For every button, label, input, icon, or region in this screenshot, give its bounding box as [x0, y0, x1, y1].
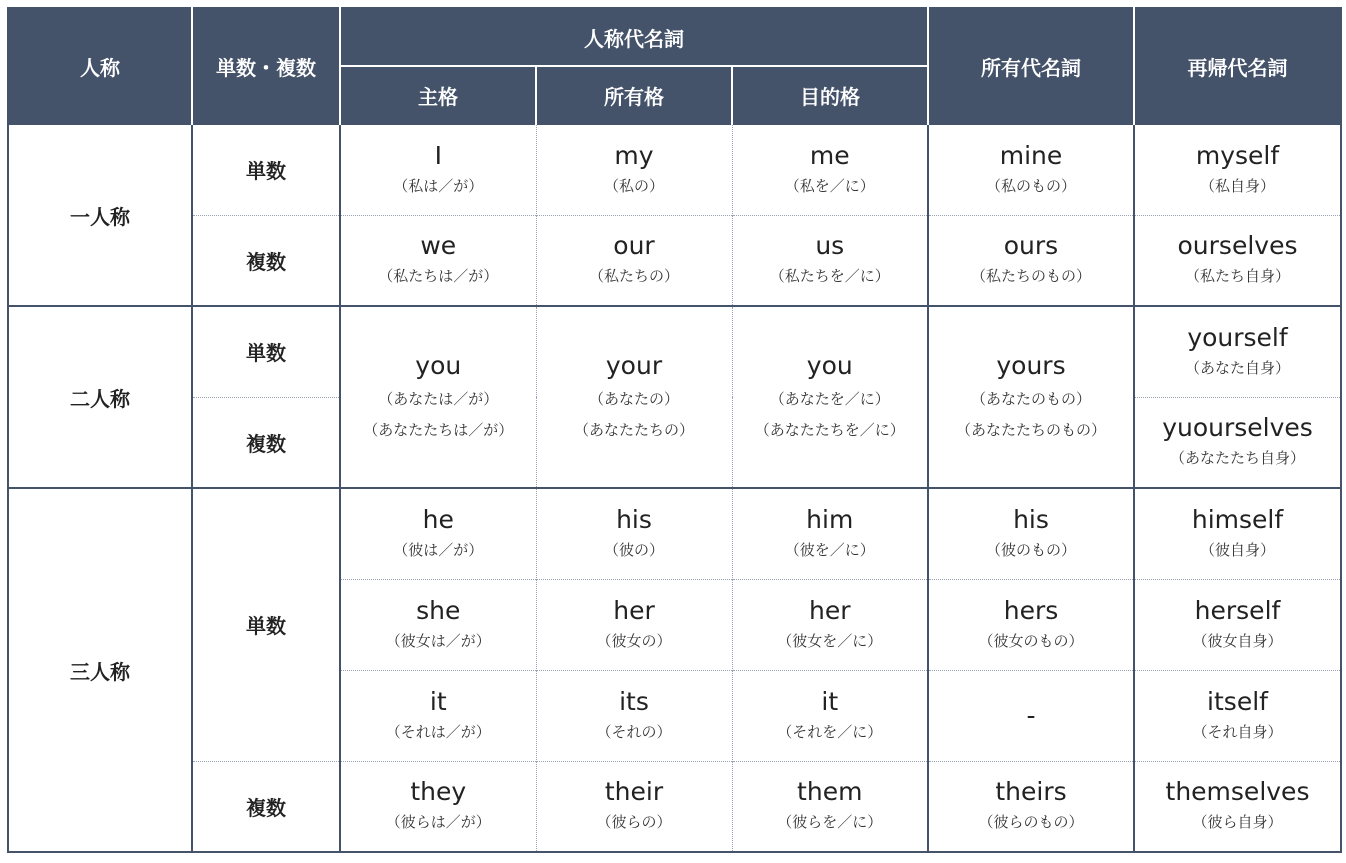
word: my	[614, 140, 654, 170]
cell-objective	[732, 124, 928, 215]
gloss: （私たちは／が）	[378, 267, 499, 286]
word: yourself	[1187, 322, 1288, 352]
gloss: （それは／が）	[385, 722, 491, 741]
cell-reflexive	[1134, 761, 1341, 852]
word: theirs	[995, 777, 1067, 807]
header-reflexive-pronoun: 再帰代名詞	[1134, 8, 1341, 124]
word: I	[434, 140, 442, 170]
word: he	[422, 504, 454, 534]
word: myself	[1195, 140, 1280, 170]
cell-possessive-pronoun	[928, 215, 1134, 306]
number-plural: 複数	[192, 215, 340, 306]
gloss: （あなたたち自身）	[1169, 449, 1305, 468]
cell-reflexive	[1134, 670, 1341, 761]
cell-nominative	[340, 761, 536, 852]
word: itself	[1207, 686, 1268, 716]
number-singular: 単数	[192, 124, 340, 215]
cell-objective	[732, 670, 928, 761]
gloss: （彼女の）	[596, 631, 672, 650]
word: his	[616, 504, 652, 534]
cell-possessive	[536, 670, 732, 761]
cell-objective	[732, 215, 928, 306]
word: we	[420, 231, 457, 261]
cell-possessive-pronoun	[928, 306, 1134, 488]
gloss: （彼女自身）	[1192, 631, 1283, 650]
word: himself	[1191, 504, 1284, 534]
word: hers	[1003, 595, 1059, 625]
gloss: （私たち自身）	[1184, 267, 1290, 286]
gloss: （私を／に）	[784, 176, 875, 195]
word: yours	[996, 351, 1066, 380]
gloss: （彼を／に）	[784, 540, 875, 559]
word: it	[821, 686, 839, 716]
word: his	[1013, 504, 1049, 534]
gloss: （あなたたちの）	[573, 421, 694, 439]
word: me	[809, 140, 850, 170]
gloss: （彼らは／が）	[385, 813, 491, 832]
gloss: （あなたたちのもの）	[955, 421, 1106, 439]
gloss: （あなたのもの）	[970, 390, 1091, 408]
gloss: （彼らの）	[596, 813, 672, 832]
header-number: 単数・複数	[192, 8, 340, 124]
word: themselves	[1165, 777, 1310, 807]
number-plural: 複数	[192, 761, 340, 852]
word: ours	[1003, 231, 1059, 261]
cell-reflexive	[1134, 579, 1341, 670]
gloss: （私は／が）	[393, 176, 484, 195]
cell-nominative	[340, 670, 536, 761]
word: they	[410, 777, 467, 807]
gloss: （それを／に）	[777, 722, 883, 741]
gloss: （あなたの）	[588, 390, 679, 408]
word: it	[429, 686, 447, 716]
gloss: （彼らのもの）	[978, 813, 1084, 832]
cell-reflexive	[1134, 397, 1341, 488]
cell-possessive-pronoun	[928, 670, 1134, 761]
header-nominative: 主格	[340, 66, 536, 124]
header-personal-pronoun: 人称代名詞	[340, 8, 928, 66]
word: her	[808, 595, 851, 625]
header-person: 人称	[8, 8, 192, 124]
gloss: （あなたたちは／が）	[363, 421, 514, 439]
header-possessive-pronoun: 所有代名詞	[928, 8, 1134, 124]
word: its	[619, 686, 649, 716]
gloss: （あなたを／に）	[769, 390, 890, 408]
gloss: （私自身）	[1199, 176, 1275, 195]
cell-possessive	[536, 124, 732, 215]
cell-nominative	[340, 488, 536, 579]
gloss: （私たちのもの）	[970, 267, 1091, 286]
word: us	[815, 231, 845, 261]
cell-objective	[732, 761, 928, 852]
cell-objective	[732, 488, 928, 579]
gloss: （彼自身）	[1199, 540, 1275, 559]
word: ourselves	[1177, 231, 1298, 261]
cell-objective	[732, 579, 928, 670]
cell-possessive-pronoun	[928, 124, 1134, 215]
cell-reflexive	[1134, 215, 1341, 306]
pronoun-table-container	[7, 7, 1342, 853]
person-third: 三人称	[8, 488, 192, 852]
cell-possessive	[536, 761, 732, 852]
word: your	[605, 351, 663, 380]
empty-dash: -	[1026, 701, 1036, 730]
word: yuourselves	[1162, 413, 1313, 443]
gloss: （彼のもの）	[985, 540, 1076, 559]
word: herself	[1194, 595, 1281, 625]
table-row	[8, 124, 1341, 215]
table-row	[8, 488, 1341, 579]
gloss: （私たちを／に）	[769, 267, 890, 286]
cell-nominative	[340, 215, 536, 306]
table-row	[8, 761, 1341, 852]
cell-possessive	[536, 488, 732, 579]
word: you	[415, 351, 462, 380]
word: mine	[999, 140, 1063, 170]
word: you	[806, 351, 853, 380]
gloss: （私たちの）	[588, 267, 679, 286]
gloss: （それの）	[596, 722, 672, 741]
number-plural: 複数	[192, 397, 340, 488]
cell-nominative	[340, 124, 536, 215]
gloss: （彼らを／に）	[777, 813, 883, 832]
table-header	[8, 8, 1341, 124]
cell-nominative	[340, 306, 536, 488]
gloss: （彼の）	[603, 540, 664, 559]
cell-possessive-pronoun	[928, 761, 1134, 852]
gloss: （彼女を／に）	[777, 631, 883, 650]
word: her	[613, 595, 655, 625]
cell-reflexive	[1134, 488, 1341, 579]
person-second: 二人称	[8, 306, 192, 488]
word: their	[604, 777, 664, 807]
header-objective: 目的格	[732, 66, 928, 124]
pronoun-table	[7, 7, 1342, 853]
word: him	[806, 504, 854, 534]
cell-possessive	[536, 215, 732, 306]
word: them	[797, 777, 863, 807]
gloss: （彼女のもの）	[978, 631, 1084, 650]
cell-possessive	[536, 306, 732, 488]
gloss: （あなたは／が）	[378, 390, 499, 408]
cell-possessive	[536, 579, 732, 670]
cell-objective	[732, 306, 928, 488]
gloss: （私の）	[603, 176, 664, 195]
cell-possessive-pronoun	[928, 488, 1134, 579]
cell-reflexive	[1134, 124, 1341, 215]
gloss: （彼女は／が）	[385, 631, 491, 650]
gloss: （あなたたちを／に）	[754, 421, 905, 439]
word: she	[416, 595, 461, 625]
gloss: （私のもの）	[985, 176, 1076, 195]
cell-nominative	[340, 579, 536, 670]
gloss: （それ自身）	[1192, 722, 1283, 741]
header-possessive: 所有格	[536, 66, 732, 124]
gloss: （あなた自身）	[1184, 358, 1290, 377]
cell-reflexive	[1134, 306, 1341, 397]
gloss: （彼ら自身）	[1192, 813, 1283, 832]
word: our	[613, 231, 655, 261]
number-singular: 単数	[192, 488, 340, 761]
number-singular: 単数	[192, 306, 340, 397]
cell-possessive-pronoun	[928, 579, 1134, 670]
table-row	[8, 215, 1341, 306]
table-body	[8, 124, 1341, 852]
gloss: （彼は／が）	[393, 540, 484, 559]
table-row	[8, 306, 1341, 397]
person-first: 一人称	[8, 124, 192, 306]
